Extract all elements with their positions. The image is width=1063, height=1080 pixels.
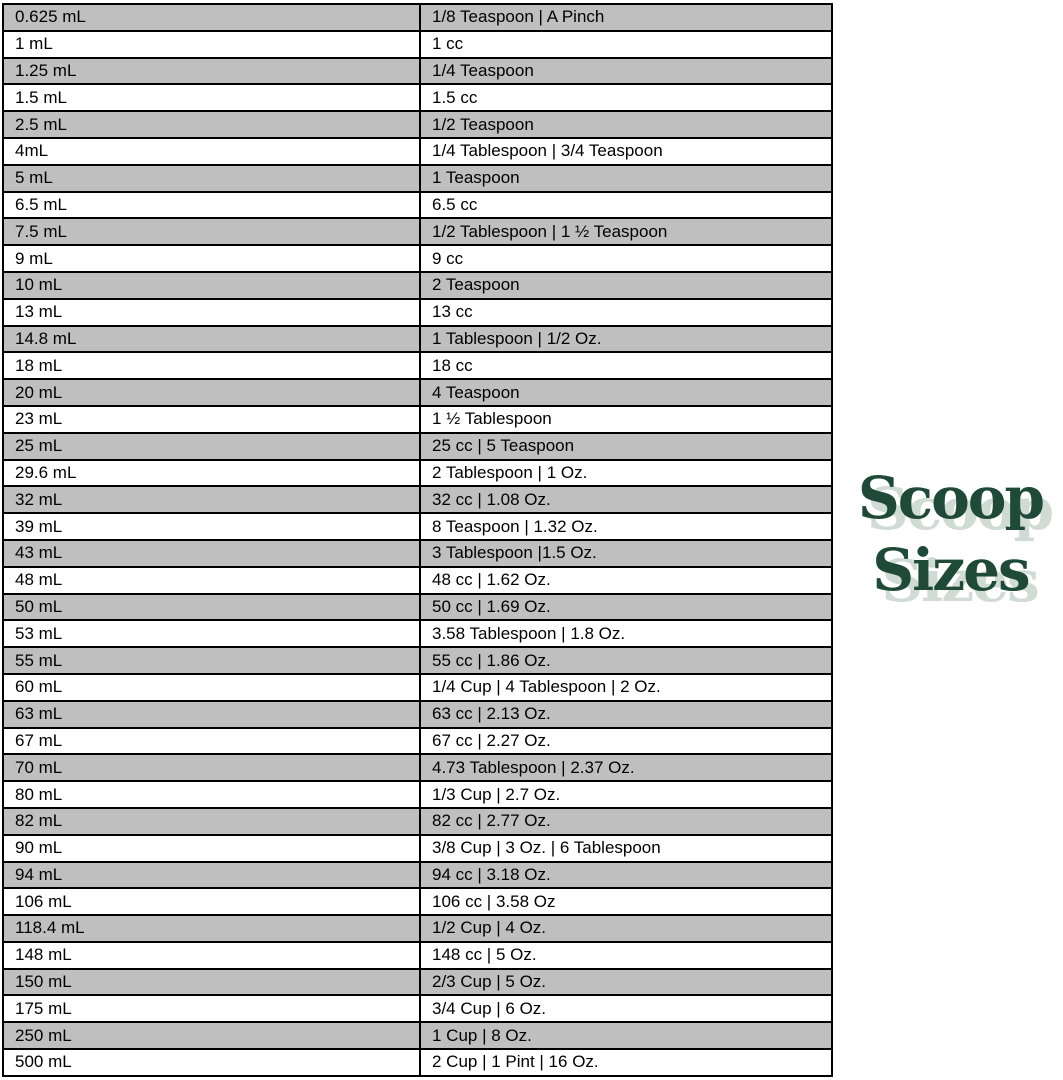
table-row <box>4 166 831 193</box>
ml-cell: 80 mL <box>15 784 63 804</box>
equivalent-cell: 3 Tablespoon |1.5 Oz. <box>419 541 831 566</box>
equivalent-cell: 106 cc | 3.58 Oz <box>419 889 831 914</box>
table-row <box>4 702 831 729</box>
table-row <box>4 273 831 300</box>
ml-cell: 0.625 mL <box>15 7 86 27</box>
ml-cell: 1 mL <box>15 34 53 54</box>
equivalent-cell: 82 cc | 2.77 Oz. <box>419 809 831 834</box>
ml-cell: 94 mL <box>15 864 63 884</box>
table-row <box>4 836 831 863</box>
equivalent-cell: 1/4 Teaspoon <box>419 59 831 84</box>
equivalent-cell: 2/3 Cup | 5 Oz. <box>419 970 831 995</box>
ml-cell: 2.5 mL <box>15 114 67 134</box>
equivalent-cell: 3/8 Cup | 3 Oz. | 6 Tablespoon <box>419 836 831 861</box>
table-row <box>4 782 831 809</box>
table-row <box>4 729 831 756</box>
equivalent-cell: 9 cc <box>419 246 831 271</box>
ml-cell: 13 mL <box>15 302 63 322</box>
table-row <box>4 32 831 59</box>
equivalent-cell: 1/2 Cup | 4 Oz. <box>419 916 831 941</box>
conversion-table <box>2 3 833 1077</box>
equivalent-cell: 2 Cup | 1 Pint | 16 Oz. <box>419 1050 831 1075</box>
ml-cell: 500 mL <box>15 1052 72 1072</box>
ml-cell: 9 mL <box>15 248 53 268</box>
equivalent-cell: 67 cc | 2.27 Oz. <box>419 729 831 754</box>
ml-cell: 63 mL <box>15 704 63 724</box>
table-row <box>4 621 831 648</box>
equivalent-cell: 1 Teaspoon <box>419 166 831 191</box>
ml-cell: 90 mL <box>15 838 63 858</box>
table-row <box>4 809 831 836</box>
table-row <box>4 85 831 112</box>
table-row <box>4 59 831 86</box>
ml-cell: 10 mL <box>15 275 63 295</box>
ml-cell: 150 mL <box>15 972 72 992</box>
ml-cell: 175 mL <box>15 998 72 1018</box>
ml-cell: 18 mL <box>15 355 63 375</box>
table-row <box>4 300 831 327</box>
ml-cell: 82 mL <box>15 811 63 831</box>
equivalent-cell: 1 ½ Tablespoon <box>419 407 831 432</box>
table-row <box>4 246 831 273</box>
table-row <box>4 970 831 997</box>
equivalent-cell: 1/2 Tablespoon | 1 ½ Teaspoon <box>419 219 831 244</box>
ml-cell: 5 mL <box>15 168 53 188</box>
equivalent-cell: 1.5 cc <box>419 85 831 110</box>
ml-cell: 106 mL <box>15 891 72 911</box>
equivalent-cell: 2 Tablespoon | 1 Oz. <box>419 461 831 486</box>
ml-cell: 25 mL <box>15 436 63 456</box>
table-row <box>4 943 831 970</box>
ml-cell: 1.25 mL <box>15 60 77 80</box>
logo-line-scoop: Scoop <box>857 464 1044 532</box>
equivalent-cell: 8 Teaspoon | 1.32 Oz. <box>419 514 831 539</box>
table-row <box>4 541 831 568</box>
equivalent-cell: 4.73 Tablespoon | 2.37 Oz. <box>419 755 831 780</box>
ml-cell: 53 mL <box>15 623 63 643</box>
equivalent-cell: 1/3 Cup | 2.7 Oz. <box>419 782 831 807</box>
ml-cell: 29.6 mL <box>15 462 77 482</box>
ml-cell: 32 mL <box>15 489 63 509</box>
equivalent-cell: 25 cc | 5 Teaspoon <box>419 434 831 459</box>
table-row <box>4 755 831 782</box>
ml-cell: 148 mL <box>15 945 72 965</box>
equivalent-cell: 4 Teaspoon <box>419 380 831 405</box>
ml-cell: 39 mL <box>15 516 63 536</box>
ml-cell: 48 mL <box>15 570 63 590</box>
table-row <box>4 461 831 488</box>
ml-cell: 55 mL <box>15 650 63 670</box>
ml-cell: 1.5 mL <box>15 87 67 107</box>
table-row <box>4 595 831 622</box>
table-row <box>4 863 831 890</box>
equivalent-cell: 1 Cup | 8 Oz. <box>419 1023 831 1048</box>
ml-cell: 250 mL <box>15 1025 72 1045</box>
logo-line-sizes: Sizes <box>872 536 1029 604</box>
equivalent-cell: 1 Tablespoon | 1/2 Oz. <box>419 327 831 352</box>
table-row <box>4 514 831 541</box>
table-row <box>4 1050 831 1077</box>
equivalent-cell: 50 cc | 1.69 Oz. <box>419 595 831 620</box>
table-row <box>4 327 831 354</box>
ml-cell: 50 mL <box>15 596 63 616</box>
ml-cell: 7.5 mL <box>15 221 67 241</box>
table-row <box>4 193 831 220</box>
equivalent-cell: 48 cc | 1.62 Oz. <box>419 568 831 593</box>
equivalent-cell: 1/4 Cup | 4 Tablespoon | 2 Oz. <box>419 675 831 700</box>
equivalent-cell: 3/4 Cup | 6 Oz. <box>419 996 831 1021</box>
equivalent-cell: 2 Teaspoon <box>419 273 831 298</box>
ml-cell: 4mL <box>15 141 49 161</box>
table-row <box>4 916 831 943</box>
equivalent-cell: 18 cc <box>419 353 831 378</box>
scoop-sizes-logo <box>838 462 1063 606</box>
ml-cell: 60 mL <box>15 677 63 697</box>
equivalent-cell: 6.5 cc <box>419 193 831 218</box>
ml-cell: 43 mL <box>15 543 63 563</box>
table-row <box>4 996 831 1023</box>
table-row <box>4 5 831 32</box>
ml-cell: 118.4 mL <box>15 918 85 938</box>
ml-cell: 6.5 mL <box>15 194 67 214</box>
table-row <box>4 380 831 407</box>
equivalent-cell: 13 cc <box>419 300 831 325</box>
equivalent-cell: 3.58 Tablespoon | 1.8 Oz. <box>419 621 831 646</box>
equivalent-cell: 32 cc | 1.08 Oz. <box>419 487 831 512</box>
equivalent-cell: 148 cc | 5 Oz. <box>419 943 831 968</box>
table-row <box>4 1023 831 1050</box>
ml-cell: 70 mL <box>15 757 63 777</box>
equivalent-cell: 1 cc <box>419 32 831 57</box>
table-row <box>4 487 831 514</box>
table-row <box>4 568 831 595</box>
ml-cell: 20 mL <box>15 382 63 402</box>
table-row <box>4 889 831 916</box>
equivalent-cell: 1/2 Teaspoon <box>419 112 831 137</box>
table-row <box>4 675 831 702</box>
equivalent-cell: 1/4 Tablespoon | 3/4 Teaspoon <box>419 139 831 164</box>
ml-cell: 14.8 mL <box>15 328 77 348</box>
equivalent-cell: 63 cc | 2.13 Oz. <box>419 702 831 727</box>
table-row <box>4 648 831 675</box>
table-row <box>4 112 831 139</box>
equivalent-cell: 1/8 Teaspoon | A Pinch <box>419 5 831 30</box>
table-row <box>4 434 831 461</box>
equivalent-cell: 94 cc | 3.18 Oz. <box>419 863 831 888</box>
table-row <box>4 407 831 434</box>
equivalent-cell: 55 cc | 1.86 Oz. <box>419 648 831 673</box>
table-row <box>4 219 831 246</box>
ml-cell: 67 mL <box>15 730 63 750</box>
ml-cell: 23 mL <box>15 409 63 429</box>
table-row <box>4 353 831 380</box>
table-row <box>4 139 831 166</box>
